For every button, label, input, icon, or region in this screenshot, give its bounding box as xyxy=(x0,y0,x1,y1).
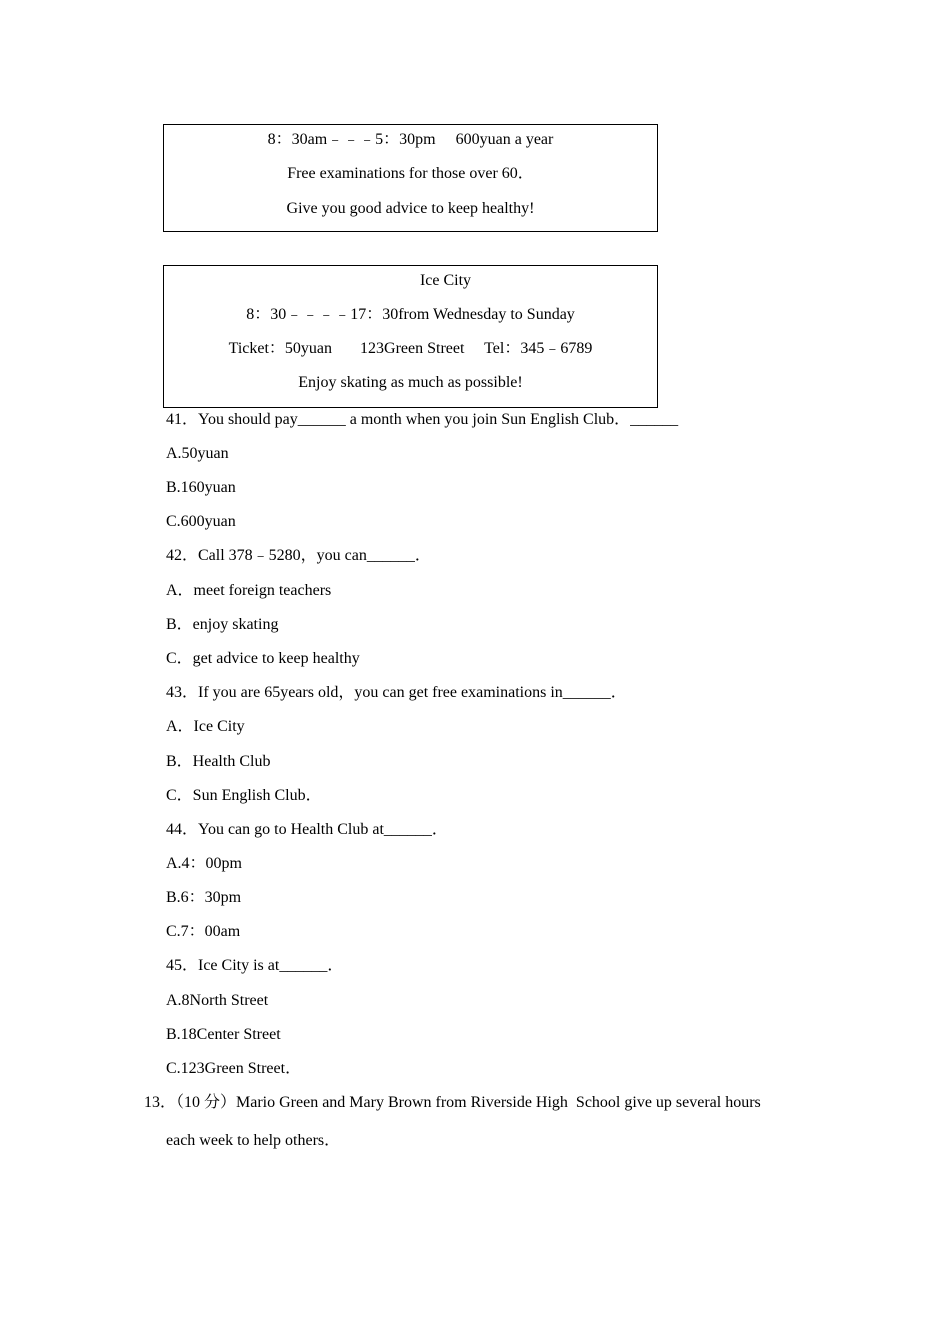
question-42-option-a: A．meet foreign teachers xyxy=(166,582,332,599)
question-45-option-b: B.18Center Street xyxy=(166,1026,281,1043)
question-43-option-c: C．Sun English Club． xyxy=(166,787,322,804)
question-41-option-b: B.160yuan xyxy=(166,479,236,496)
question-45-stem: 45．Ice City is at______． xyxy=(166,957,344,974)
health-club-ad-box xyxy=(163,124,658,232)
question-41-stem: 41．You should pay______ a month when you join Sun English Club．______ xyxy=(166,411,679,428)
question-44-option-b: B.6：30pm xyxy=(166,889,242,906)
question-44-option-c: C.7：00am xyxy=(166,923,241,940)
question-43-option-a: A．Ice City xyxy=(166,718,245,735)
question-42-option-b: B．enjoy skating xyxy=(166,616,279,633)
question-41-option-a: A.50yuan xyxy=(166,445,229,462)
health-club-free-exam: Free examinations for those over 60． xyxy=(287,165,534,182)
question-41-option-c: C.600yuan xyxy=(166,513,236,530)
ice-city-ticket-address-tel: Ticket：50yuan 123Green Street Tel：345﹣6789 xyxy=(228,340,593,357)
health-club-advice: Give you good advice to keep healthy! xyxy=(286,200,535,217)
question-45-option-c: C.123Green Street． xyxy=(166,1060,302,1077)
question-42-option-c: C．get advice to keep healthy xyxy=(166,650,360,667)
question-44-option-a: A.4：00pm xyxy=(166,855,243,872)
question-43-option-b: B．Health Club xyxy=(166,753,271,770)
question-45-option-a: A.8North Street xyxy=(166,992,269,1009)
ice-city-title: Ice City xyxy=(419,272,472,289)
ice-city-slogan: Enjoy skating as much as possible! xyxy=(298,374,523,391)
question-44-stem: 44．You can go to Health Club at______． xyxy=(166,821,448,838)
question-43-stem: 43．If you are 65years old，you can get free examinations in______． xyxy=(166,684,627,701)
ice-city-ad-box xyxy=(163,265,658,408)
ice-city-hours: 8：30﹣﹣﹣﹣17：30from Wednesday to Sunday xyxy=(246,306,575,323)
section-13-intro-line-2: each week to help others． xyxy=(166,1132,341,1149)
question-42-stem: 42．Call 378﹣5280，you can______． xyxy=(166,547,431,564)
section-13-intro-line-1: 13．（10 分）Mario Green and Mary Brown from Riverside High School give up several hours xyxy=(144,1094,761,1111)
health-club-hours-fee: 8：30am﹣﹣﹣5：30pm 600yuan a year xyxy=(267,131,554,148)
